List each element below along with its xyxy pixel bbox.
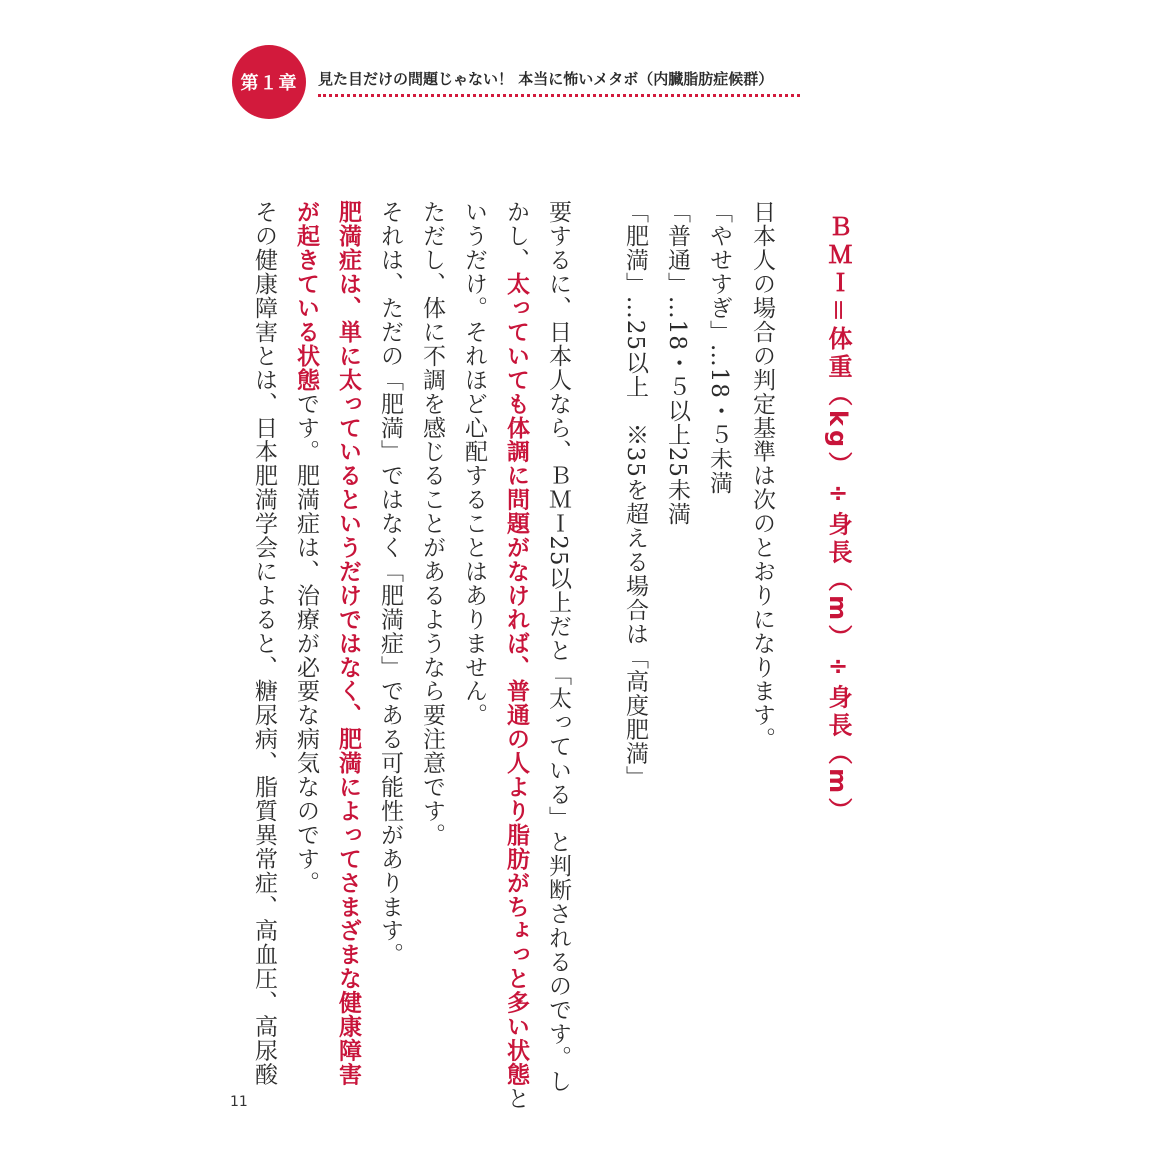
- text-line-4: 「肥満」…25以上 ※35を超える場合は「高度肥満」: [622, 200, 648, 790]
- chapter-title: 見た目だけの問題じゃない！ 本当に怖いメタボ（内臓脂肪症候群）: [318, 70, 774, 88]
- page-number: 11: [230, 1094, 248, 1110]
- text-highlight: 肥満症は、単に太っているというだけではなく、肥満によってさまざまな健康障害: [335, 200, 361, 1087]
- text-line-12: その健康障害とは、日本肥満学会によると、糖尿病、脂質異常症、高血圧、高尿酸: [251, 200, 277, 1087]
- text-highlight: が起きている状態: [293, 200, 319, 392]
- text-line-6: [504, 200, 527, 1110]
- text-line-7: いうだけ。それほど心配することはありません。: [461, 200, 487, 727]
- text-plain: かし、: [503, 200, 529, 272]
- text-line-1: 日本人の場合の判定基準は次のとおりになります。: [749, 200, 775, 751]
- text-line-3: 「普通」…18・５以上25未満: [664, 200, 690, 526]
- chapter-badge: 第１章: [232, 45, 306, 119]
- text-plain: です。肥満症は、治療が必要な病気なのです。: [293, 391, 319, 895]
- bmi-formula: ＢＭＩ＝体重（kg）÷身長（m）÷身長（m）: [824, 214, 852, 826]
- text-highlight: 太っていても体調に問題がなければ、普通の人より脂肪がちょっと多い状態: [503, 271, 529, 1087]
- text-line-5: 要するに、日本人なら、ＢＭＩ25以上だと「太っている」と判断されるのです。し: [545, 200, 571, 1094]
- text-line-2: 「やせすぎ」…18・５未満: [706, 200, 732, 495]
- text-line-11: [294, 200, 317, 895]
- text-plain: と: [503, 1086, 529, 1111]
- text-line-8: ただし、体に不調を感じることがあるようなら要注意です。: [419, 200, 445, 847]
- text-line-9: それは、ただの「肥満」ではなく「肥満症」である可能性があります。: [377, 200, 403, 967]
- text-line-10: [336, 200, 359, 1086]
- dotted-divider: [318, 94, 800, 97]
